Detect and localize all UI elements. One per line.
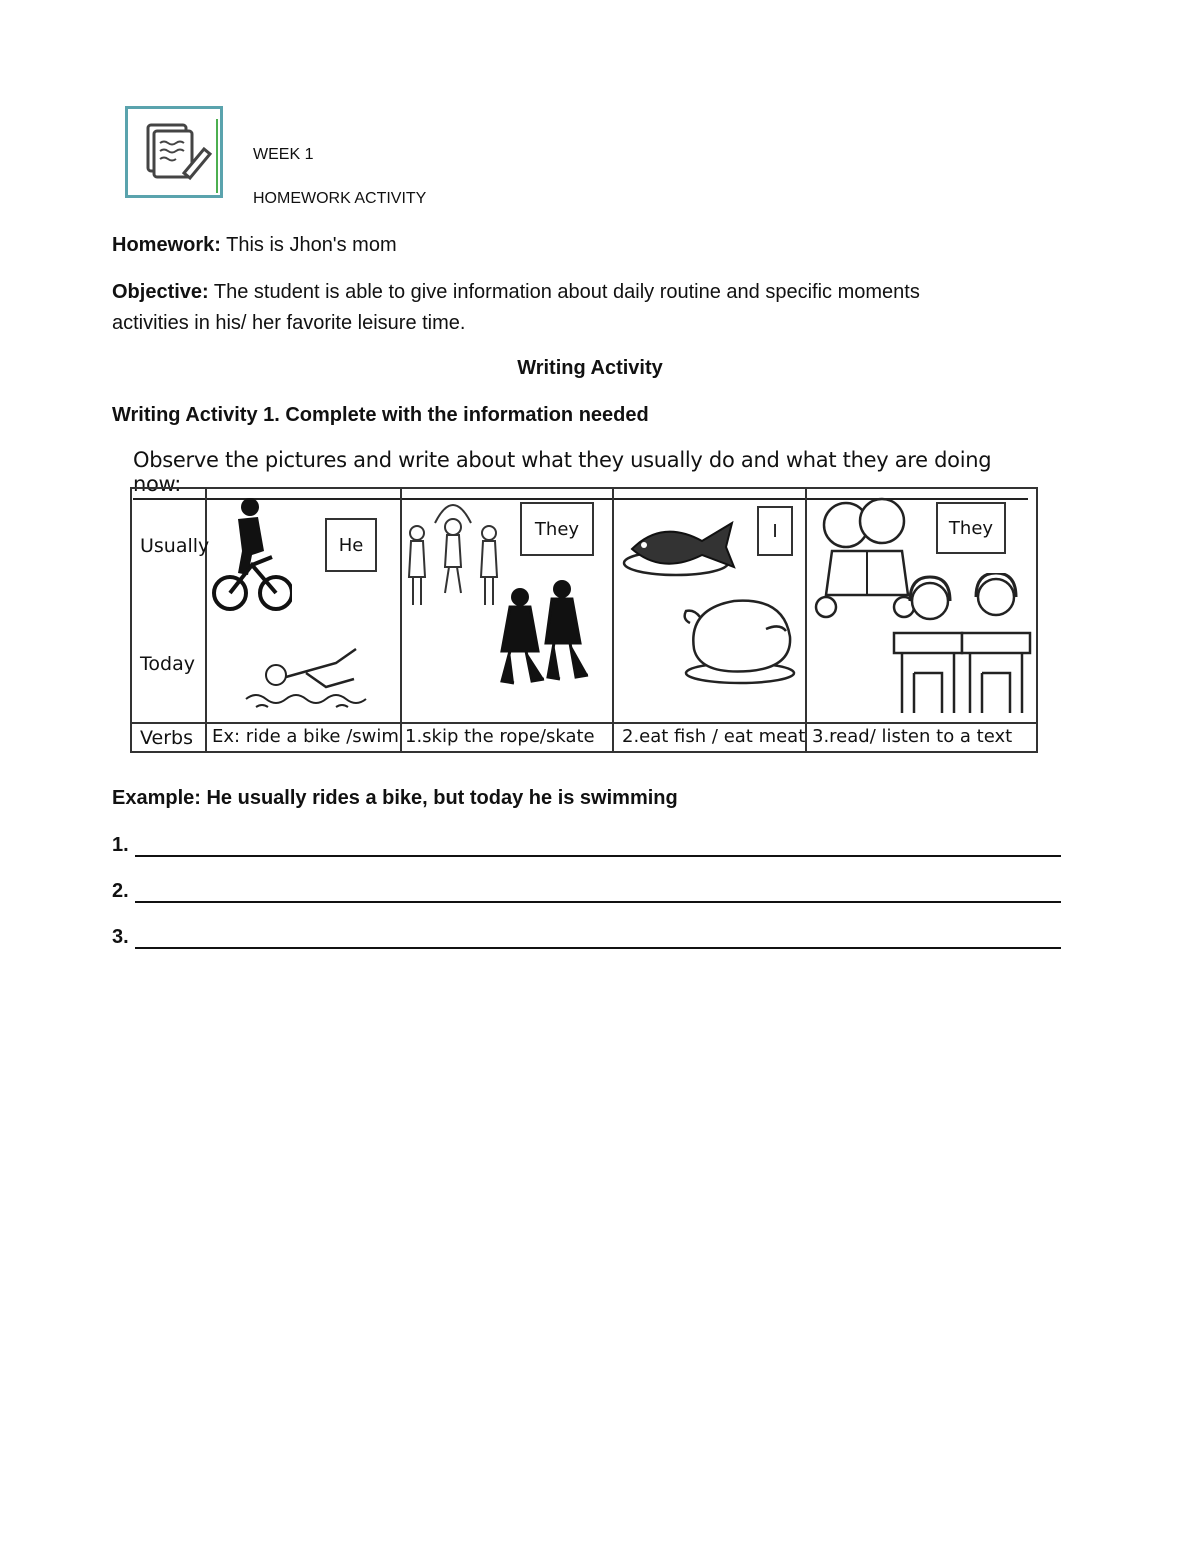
notebook-pencil-icon: [128, 109, 220, 195]
pronoun-box-2: They: [520, 502, 594, 556]
week-label: WEEK 1: [253, 146, 314, 163]
skaters-icon: [492, 577, 592, 697]
answer-number-1: 1.: [112, 834, 129, 856]
pronoun-box-3: I: [757, 506, 793, 556]
verb-1: Ex: ride a bike /swim: [212, 726, 399, 747]
activity-type-label: HOMEWORK ACTIVITY: [253, 190, 427, 207]
answer-number-3: 3.: [112, 926, 129, 948]
answer-number-2: 2.: [112, 880, 129, 902]
homework-line: [112, 230, 397, 261]
answer-line-1[interactable]: [112, 834, 1061, 857]
verb-2: 1.skip the rope/skate: [405, 726, 595, 747]
jump-rope-icon: [405, 493, 501, 613]
section-title: Writing Activity: [517, 357, 663, 379]
example-sentence: Example: He usually rides a bike, but today he is swimming: [112, 787, 678, 809]
answer-rule-3[interactable]: [135, 927, 1061, 949]
row-label-verbs: Verbs: [140, 727, 193, 749]
roast-chicken-icon: [680, 589, 798, 685]
homework-value: This is Jhon's mom: [220, 234, 397, 256]
row-label-today: Today: [140, 653, 195, 675]
objective-block: [112, 277, 920, 339]
pronoun-box-1: He: [325, 518, 377, 572]
homework-label: Homework:: [112, 234, 221, 256]
fish-plate-icon: [622, 509, 742, 579]
answer-line-3[interactable]: [112, 926, 1061, 949]
swimmer-icon: [236, 639, 378, 715]
pronoun-box-4: They: [936, 502, 1006, 554]
objective-label: Objective:: [112, 281, 209, 303]
instruction-text: Observe the pictures and write about what they usually do and what they are doing now:: [133, 448, 1028, 500]
kids-headphones-icon: [892, 573, 1034, 719]
bicycle-rider-icon: [212, 495, 292, 617]
objective-line2: activities in his/ her favorite leisure time.: [112, 312, 466, 334]
objective-line1: The student is able to give information about daily routine and specific moments: [208, 281, 920, 303]
activity-table: [130, 487, 1038, 753]
activity1-title: Writing Activity 1. Complete with the information needed: [112, 404, 649, 426]
row-label-usually: Usually: [140, 535, 210, 557]
homework-logo: [125, 106, 223, 198]
verb-3: 2.eat fish / eat meat: [622, 726, 806, 747]
answer-rule-1[interactable]: [135, 835, 1061, 857]
verb-4: 3.read/ listen to a text: [812, 726, 1013, 747]
answer-line-2[interactable]: [112, 880, 1061, 903]
answer-rule-2[interactable]: [135, 881, 1061, 903]
